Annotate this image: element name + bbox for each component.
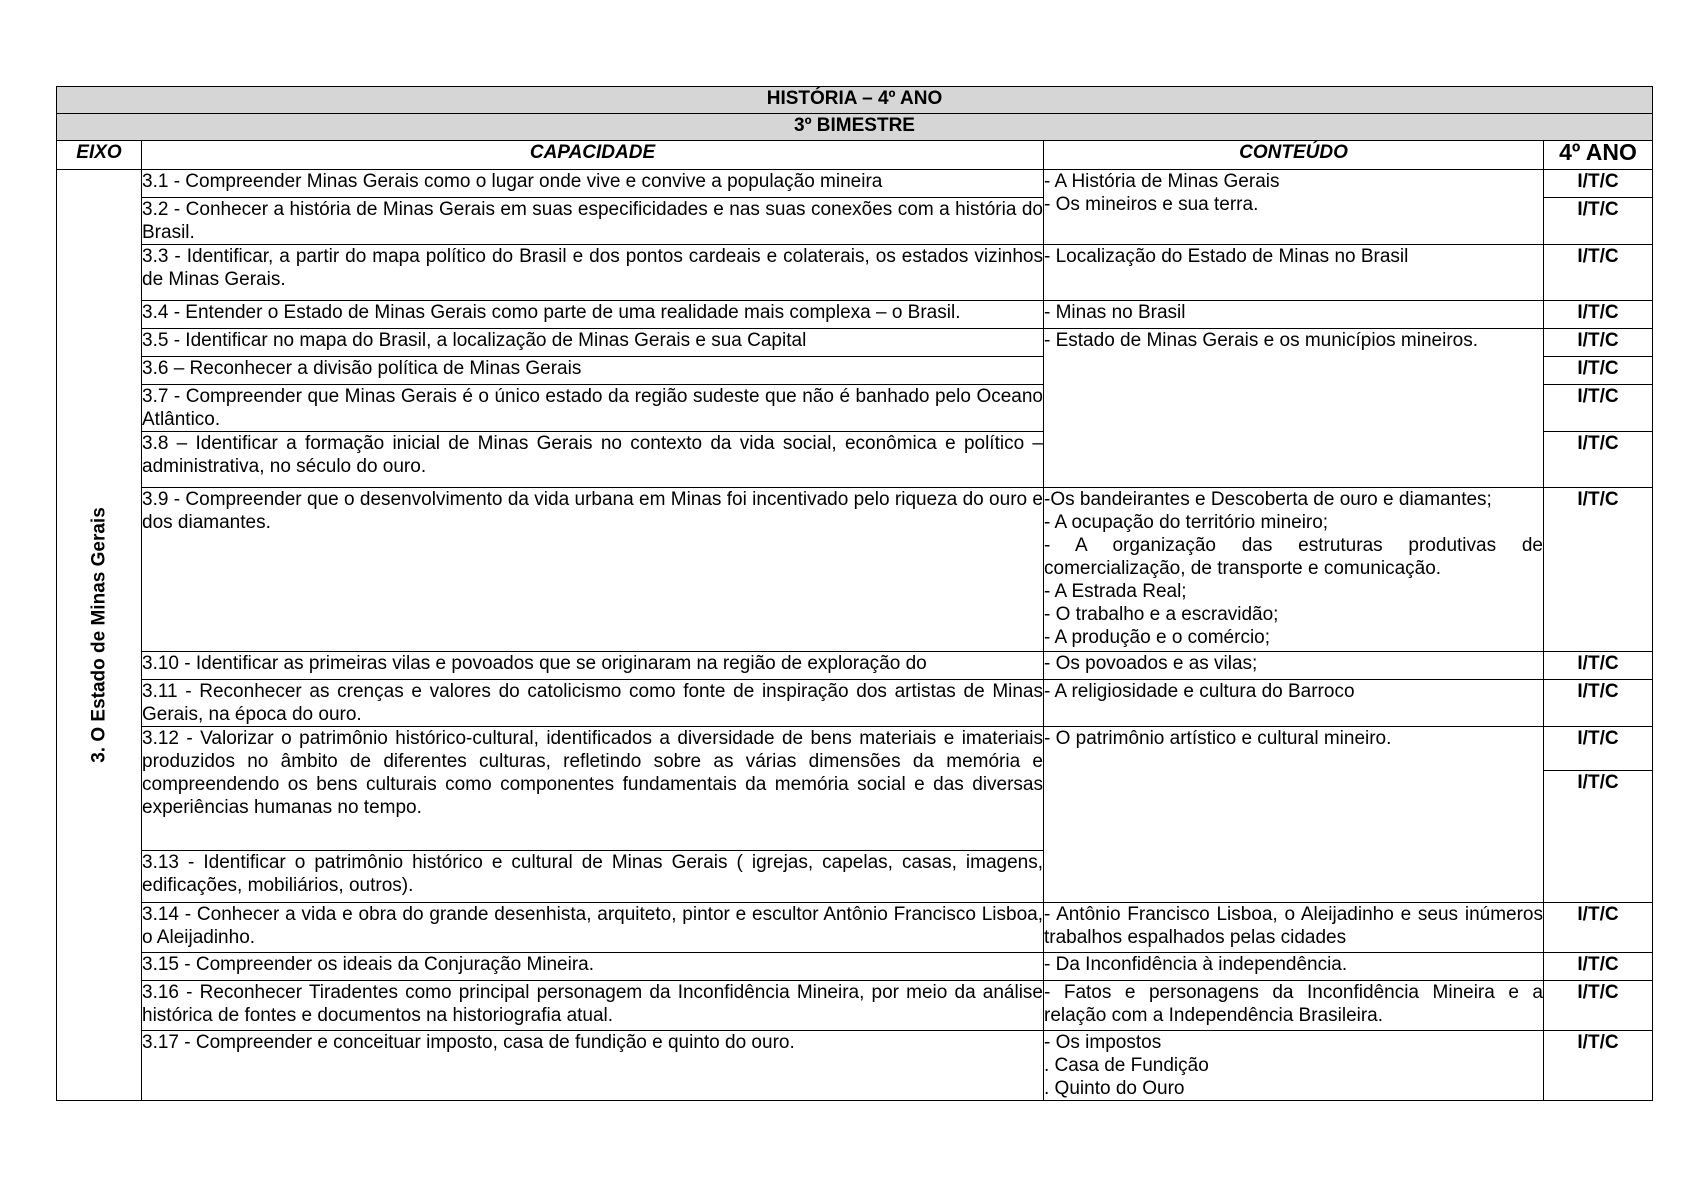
level-cell: I/T/C [1544,981,1653,1031]
capacidade-cell: 3.6 – Reconhecer a divisão política de Minas Gerais [142,357,1044,385]
conteudo-item: - Os impostos [1044,1032,1162,1053]
table-row [57,903,1653,953]
level-cell: I/T/C [1544,432,1653,488]
capacidade-cell: 3.11 - Reconhecer as crenças e valores do catolicismo como fonte de inspiração dos artistas de Minas Gerais, na época do ouro. [142,681,1043,725]
conteudo-cell [1044,953,1544,981]
conteudo-item: -Os bandeirantes e Descoberta de ouro e diamantes; [1044,489,1492,510]
table-row [57,680,1653,727]
conteudo-item: - A História de Minas Gerais [1044,171,1280,192]
eixo-cell [57,170,142,1101]
conteudo-item: - Localização do Estado de Minas no Brasil [1044,246,1409,267]
col-header-eixo: EIXO [57,141,142,170]
conteudo-item: - Fatos e personagens da Inconfidência Mineira e a relação com a Independência Brasileira. [1044,982,1543,1026]
level-cell: I/T/C [1544,245,1653,301]
col-header-conteudo: CONTEÚDO [1044,141,1544,170]
conteudo-item: - O patrimônio artístico e cultural mineiro. [1044,728,1392,749]
conteudo-item: - O trabalho e a escravidão; [1044,604,1279,625]
level-cell: I/T/C [1544,652,1653,680]
table-row [57,981,1653,1031]
conteudo-item: - Da Inconfidência à independência. [1044,954,1348,975]
capacidade-cell: 3.8 – Identificar a formação inicial de Minas Gerais no contexto da vida social, econômica e político – administrativa, no século do ouro. [142,432,1044,488]
eixo-label: 3. O Estado de Minas Gerais [88,507,110,763]
capacidade-cell: 3.1 - Compreender Minas Gerais como o lugar onde vive e convive a população mineira [142,170,1044,198]
conteudo-item: - Os povoados e as vilas; [1044,653,1258,674]
conteudo-cell [1044,488,1544,652]
level-cell: I/T/C [1544,953,1653,981]
level-cell: I/T/C [1544,385,1653,432]
conteudo-item: - A produção e o comércio; [1044,627,1271,648]
table-row [57,652,1653,680]
table-row [57,488,1653,652]
conteudo-cell [1044,245,1544,301]
conteudo-item: - A organização das estruturas produtivas de comercialização, de transporte e comunicação. [1044,535,1543,579]
page-title: HISTÓRIA – 4º ANO [57,87,1653,114]
conteudo-cell [1044,903,1544,953]
conteudo-cell [1044,680,1544,727]
level-cell: I/T/C [1544,329,1653,357]
column-header-row [57,141,1653,170]
conteudo-cell [1044,329,1544,488]
conteudo-cell [1044,170,1544,245]
table-row [57,170,1653,198]
conteudo-item: - Minas no Brasil [1044,302,1186,323]
table-row [57,301,1653,329]
capacidade-cell: 3.10 - Identificar as primeiras vilas e povoados que se originaram na região de exploração do [142,652,1044,680]
conteudo-item: - Os mineiros e sua terra. [1044,194,1259,215]
capacidade-cell: 3.17 - Compreender e conceituar imposto, casa de fundição e quinto do ouro. [142,1031,1044,1101]
conteudo-item: - Antônio Francisco Lisboa, o Aleijadinho e seus inúmeros trabalhos espalhados pelas cidades [1044,904,1543,948]
subtitle-row [57,114,1653,141]
capacidade-cell: 3.12 - Valorizar o patrimônio histórico-cultural, identificados a diversidade de bens materiais e imateriais produzidos no âmbito de diferentes culturas, refletindo sobre as várias dimensões da memória e compreendendo os bens culturais como componentes fundamentais da memória social e das diversas experiências humanas no tempo. [142,727,1044,851]
conteudo-item: . Quinto do Ouro [1044,1078,1185,1099]
capacidade-cell: 3.5 - Identificar no mapa do Brasil, a localização de Minas Gerais e sua Capital [142,329,1044,357]
table-row [57,329,1653,357]
table-row [57,245,1653,301]
conteudo-cell [1044,1031,1544,1101]
conteudo-cell [1044,981,1544,1031]
conteudo-cell [1044,727,1544,903]
col-header-ano: 4º ANO [1544,141,1653,170]
curriculum-table [56,86,1653,1101]
table-row [57,727,1653,771]
capacidade-cell: 3.2 - Conhecer a história de Minas Gerais em suas especificidades e nas suas conexões com a história do Brasil. [142,199,1043,243]
level-cell: I/T/C [1544,1031,1653,1101]
level-cell: I/T/C [1544,198,1653,245]
col-header-capacidade: CAPACIDADE [142,141,1044,170]
capacidade-cell: 3.7 - Compreender que Minas Gerais é o único estado da região sudeste que não é banhado pelo Oceano Atlântico. [142,386,1043,430]
level-cell: I/T/C [1544,727,1653,771]
capacidade-cell: 3.13 - Identificar o patrimônio histórico e cultural de Minas Gerais ( igrejas, capelas, casas, imagens, edificações, mobiliários, outros). [142,851,1044,903]
conteudo-cell [1044,652,1544,680]
capacidade-cell: 3.3 - Identificar, a partir do mapa político do Brasil e dos pontos cardeais e colaterais, os estados vizinhos de Minas Gerais. [142,245,1044,301]
level-cell: I/T/C [1544,357,1653,385]
conteudo-item: . Casa de Fundição [1044,1055,1209,1076]
capacidade-cell: 3.16 - Reconhecer Tiradentes como principal personagem da Inconfidência Mineira, por meio da análise histórica de fontes e documentos na historiografia atual. [142,981,1044,1031]
capacidade-cell: 3.9 - Compreender que o desenvolvimento da vida urbana em Minas foi incentivado pelo riqueza do ouro e dos diamantes. [142,488,1044,652]
table-row [57,1031,1653,1101]
capacidade-cell: 3.4 - Entender o Estado de Minas Gerais como parte de uma realidade mais complexa – o Brasil. [142,301,1044,329]
table-row [57,953,1653,981]
level-cell: I/T/C [1544,680,1653,727]
bimestre-title: 3º BIMESTRE [57,114,1653,141]
conteudo-item: - A Estrada Real; [1044,581,1187,602]
level-cell: I/T/C [1544,488,1653,652]
title-row [57,87,1653,114]
level-cell: I/T/C [1544,301,1653,329]
level-cell: I/T/C [1544,903,1653,953]
conteudo-item: - A ocupação do território mineiro; [1044,512,1329,533]
conteudo-cell [1044,301,1544,329]
level-cell: I/T/C [1544,170,1653,198]
conteudo-item: - A religiosidade e cultura do Barroco [1044,681,1355,702]
level-cell: I/T/C [1544,771,1653,903]
capacidade-cell: 3.15 - Compreender os ideais da Conjuração Mineira. [142,953,1044,981]
capacidade-cell: 3.14 - Conhecer a vida e obra do grande desenhista, arquiteto, pintor e escultor Antônio Francisco Lisboa, o Aleijadinho. [142,903,1044,953]
conteudo-item: - Estado de Minas Gerais e os municípios mineiros. [1044,330,1479,351]
